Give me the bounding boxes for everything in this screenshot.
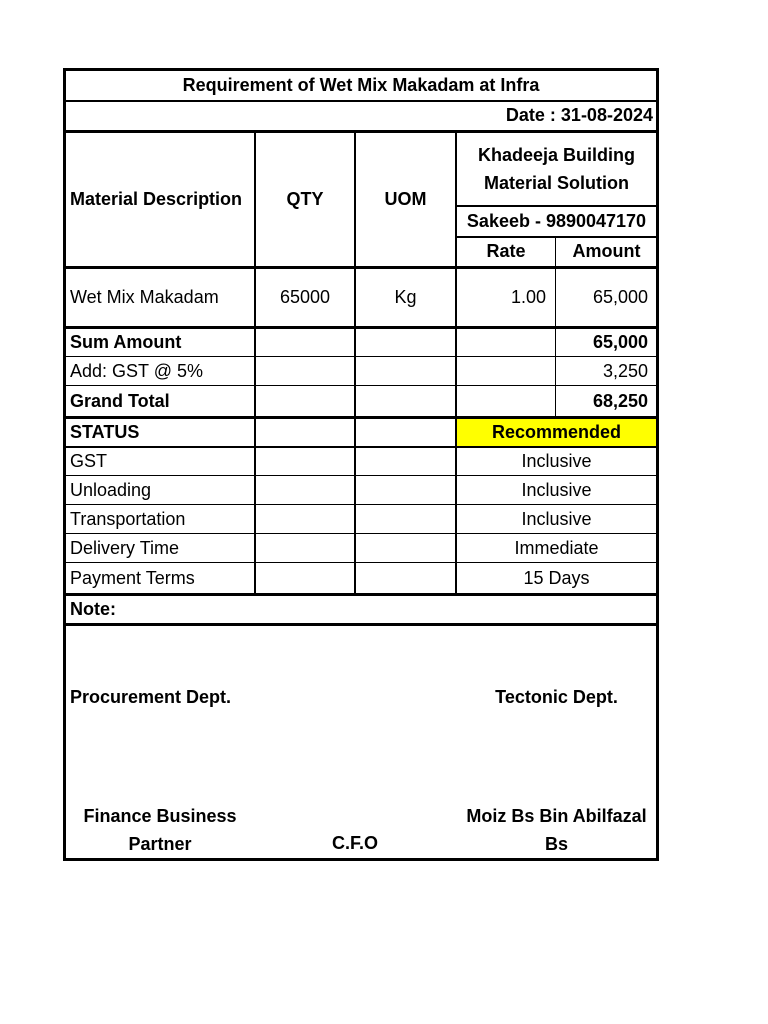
h-line-date <box>63 130 659 133</box>
term-value-payment-terms: 15 Days <box>523 567 590 588</box>
term-label-gst: GST <box>70 450 108 471</box>
status-label: STATUS <box>70 421 140 442</box>
gst-value: 3,250 <box>602 360 648 381</box>
h-line-term-2 <box>63 504 659 505</box>
outer-border-right <box>656 68 659 861</box>
h-line-note-bottom <box>63 623 659 626</box>
header-material-description: Material Description <box>70 188 243 209</box>
vendor-name: Khadeeja Building Material Solution <box>477 145 636 193</box>
status-badge: Recommended <box>457 419 656 446</box>
sum-amount-label: Sum Amount <box>70 331 182 352</box>
h-line-title <box>63 100 659 102</box>
sum-amount-value: 65,000 <box>592 331 648 352</box>
h-line-term-1 <box>63 475 659 476</box>
h-line-status <box>63 446 659 448</box>
outer-border-left <box>63 68 66 861</box>
header-rate: Rate <box>486 241 526 262</box>
procurement-dept-signature: Procurement Dept. <box>70 687 232 708</box>
v-line-qty-uom <box>354 131 356 594</box>
term-value-transportation: Inclusive <box>521 508 592 529</box>
term-label-unloading: Unloading <box>70 479 152 500</box>
item-uom: Kg <box>394 286 417 307</box>
gst-label: Add: GST @ 5% <box>70 360 203 381</box>
item-amount: 65,000 <box>592 286 648 307</box>
h-line-vendor-name <box>455 205 658 207</box>
header-qty: QTY <box>286 188 324 209</box>
sheet-title: Requirement of Wet Mix Makadam at Infra <box>182 74 540 95</box>
term-value-delivery-time: Immediate <box>514 537 599 558</box>
outer-border-top <box>63 68 659 71</box>
item-description: Wet Mix Makadam <box>70 286 219 307</box>
v-line-uom-vendor <box>455 131 457 594</box>
term-label-delivery-time: Delivery Time <box>70 537 180 558</box>
h-line-terms-bottom <box>63 593 659 596</box>
vendor-contact: Sakeeb - 9890047170 <box>466 210 647 231</box>
h-line-gst <box>63 385 659 386</box>
tectonic-dept-signature: Tectonic Dept. <box>495 687 618 708</box>
grand-total-value: 68,250 <box>592 390 648 411</box>
outer-border-bottom <box>63 858 659 861</box>
h-line-item-bottom <box>63 326 659 329</box>
note-label: Note: <box>70 598 116 619</box>
moiz-signature: Moiz Bs Bin Abilfazal Bs <box>466 806 647 854</box>
v-line-rate-amount <box>555 236 556 418</box>
item-qty: 65000 <box>279 286 331 307</box>
term-label-payment-terms: Payment Terms <box>70 567 195 588</box>
h-line-term-3 <box>63 533 659 534</box>
item-rate: 1.00 <box>510 286 546 307</box>
header-amount: Amount <box>572 241 641 262</box>
term-value-gst: Inclusive <box>521 450 592 471</box>
header-uom: UOM <box>384 188 427 209</box>
h-line-vendor-contact <box>455 236 658 238</box>
cfo-signature: C.F.O <box>331 833 378 854</box>
term-label-transportation: Transportation <box>70 508 186 529</box>
finance-business-partner-signature: Finance Business Partner <box>83 806 237 854</box>
h-line-sum <box>63 356 659 357</box>
h-line-grand-total <box>63 416 659 419</box>
h-line-header-bottom <box>63 266 659 269</box>
term-value-unloading: Inclusive <box>521 479 592 500</box>
date-label: Date : 31-08-2024 <box>505 105 653 126</box>
grand-total-label: Grand Total <box>70 390 170 411</box>
h-line-term-4 <box>63 562 659 563</box>
v-line-desc-qty <box>254 131 256 594</box>
